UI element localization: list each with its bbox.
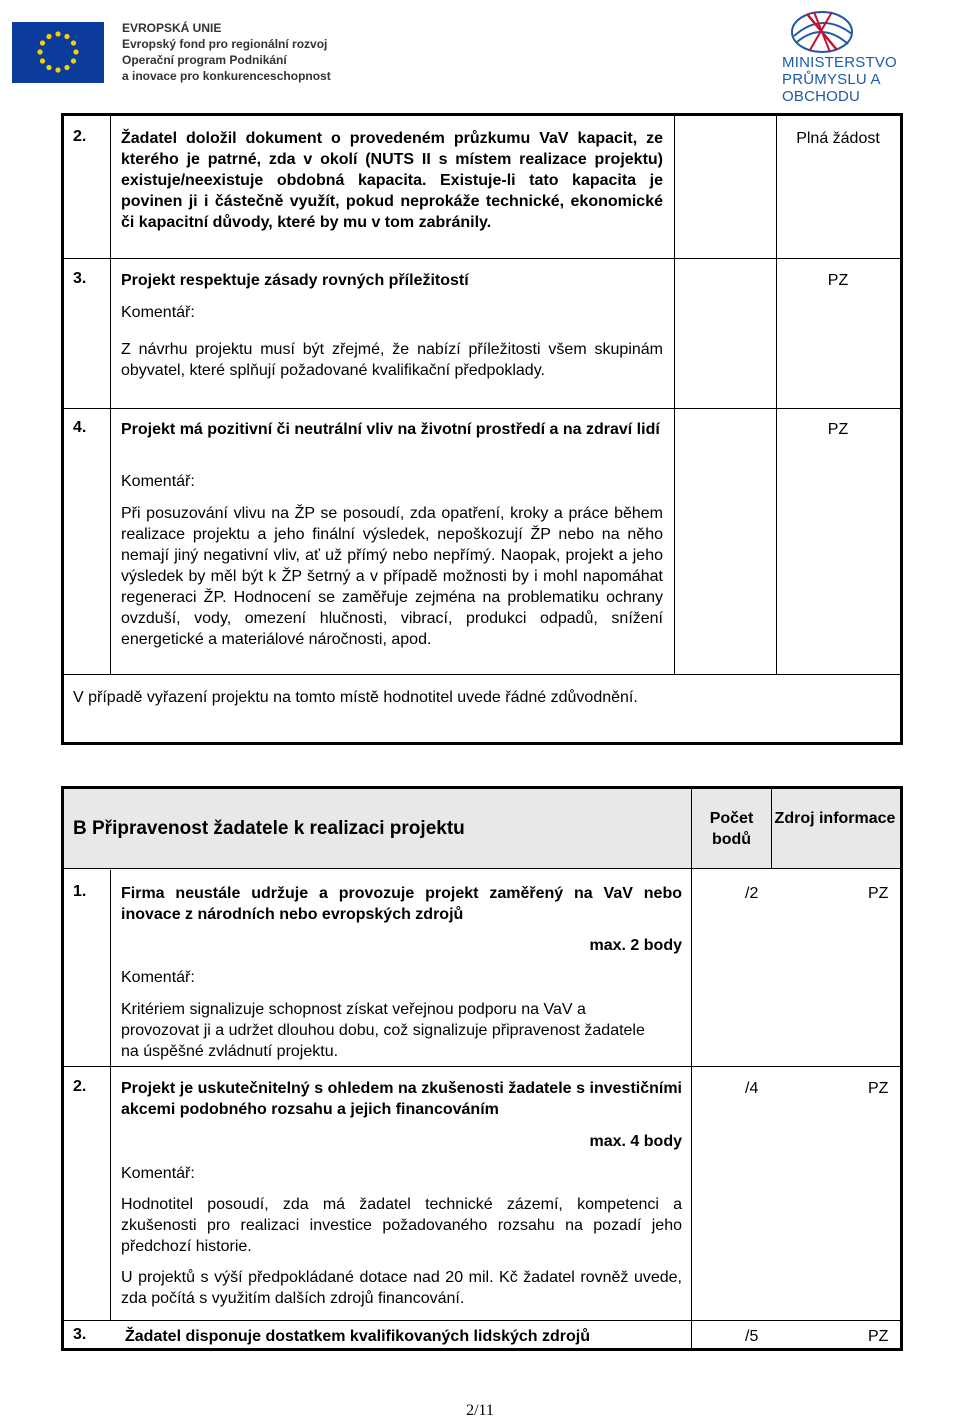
max-points: max. 2 body xyxy=(589,937,682,954)
mpo-text xyxy=(782,54,960,105)
comment-text: Kritériem signalizuje schopnost získat veřejnou podporu na VaV a provozovat ji a udržet dlouhou dobu, což signalizuje připravenost žadatele na úspěšné zvládnutí projektu. xyxy=(121,1001,645,1060)
mpo-line: MINISTERSTVO xyxy=(782,54,897,71)
criterion-title: Žadatel doložil dokument o provedeném průzkumu VaV kapacit, ze kterého je patrné, zda v okolí (NUTS II s místem realizace projektu) existuje/neexistuje obdobná kapacita. Existuje-li tato kapacita je povinen ji i částečně využít, pokud neprokáže technické, ekonomické či kapacitní důvody, které by mu v tom zabránily. xyxy=(121,130,663,231)
comment-text: Při posuzování vlivu na ŽP se posoudí, zda opatření, kroky a práce během realizace projektu a jeho finální výsledek, nepoškozují ŽP nebo na něho nemají jiný negativní vliv, ať už přímý nebo nepřímý. Naopak, projekt a jeho výsledek by měl být k ŽP šetrný a v případě možnosti by i mohl napomáhat regeneraci ŽP. Hodnocení se zaměřuje zejména na problematiku ochrany ovzduší, vody, omezení hlučnosti, vibrací, produkci odpadů, snížení energetické a materiálové náročnosti, apod. xyxy=(121,505,663,648)
source-cell: PZ xyxy=(868,1080,889,1097)
divider xyxy=(110,870,111,1320)
source-cell: PZ xyxy=(868,1328,889,1345)
source-cell: PZ xyxy=(827,272,849,289)
divider xyxy=(64,408,900,409)
criterion-title: Projekt je uskutečnitelný s ohledem na zkušenosti žadatele s investičními akcemi podobného rozsahu a jejich financováním xyxy=(121,1080,682,1118)
max-points: max. 4 body xyxy=(589,1133,682,1150)
item-number: 2. xyxy=(73,1078,87,1095)
section-b-title: B Připravenost žadatele k realizaci projektu xyxy=(73,818,465,839)
source-cell: Plná žádost xyxy=(796,130,880,147)
comment-text-2: U projektů s výší předpokládané dotace nad 20 mil. Kč žadatel rovněž uvede, zda počítá s využitím dalších zdrojů financování. xyxy=(121,1269,682,1307)
divider xyxy=(776,116,777,674)
item-number: 3. xyxy=(73,270,87,287)
eu-line: Operační program Podnikání xyxy=(122,53,287,67)
col-header-points: Počet bodů xyxy=(709,810,754,848)
divider xyxy=(64,868,900,869)
points-cell: /2 xyxy=(745,885,759,902)
item-number: 3. xyxy=(73,1326,87,1343)
comment-label: Komentář: xyxy=(121,304,195,321)
eu-line: a inovace pro konkurenceschopnost xyxy=(122,69,331,83)
footer-note: V případě vyřazení projektu na tomto místě hodnotitel uvede řádné zdůvodnění. xyxy=(73,689,638,706)
criterion-title: Projekt respektuje zásady rovných příležitostí xyxy=(121,272,469,289)
criterion-title: Projekt má pozitivní či neutrální vliv na životní prostředí a na zdraví lidí xyxy=(121,421,660,438)
divider xyxy=(64,1066,900,1067)
mpo-globe-logo xyxy=(782,6,832,54)
divider xyxy=(110,116,111,674)
criterion-title: Firma neustále udržuje a provozuje projekt zaměřený na VaV nebo inovace z národních nebo evropských zdrojů xyxy=(121,885,682,923)
divider xyxy=(64,674,900,675)
eu-program-text xyxy=(122,20,331,84)
divider xyxy=(691,789,692,1348)
item-number: 1. xyxy=(73,883,87,900)
criterion-title: Žadatel disponuje dostatkem kvalifikovaných lidských zdrojů xyxy=(125,1328,591,1345)
source-cell: PZ xyxy=(868,885,889,902)
comment-label: Komentář: xyxy=(121,1165,195,1182)
divider xyxy=(64,258,900,259)
comment-label: Komentář: xyxy=(121,473,195,490)
item-number: 4. xyxy=(73,419,87,436)
col-header-source: Zdroj informace xyxy=(774,810,896,827)
eu-flag-logo xyxy=(12,22,104,83)
mpo-line: PRŮMYSLU A OBCHODU xyxy=(782,71,880,105)
item-number: 2. xyxy=(73,128,87,145)
eu-line: Evropský fond pro regionální rozvoj xyxy=(122,37,328,51)
divider xyxy=(674,116,675,674)
divider xyxy=(64,1320,900,1321)
comment-text: Hodnotitel posoudí, zda má žadatel technické zázemí, kompetenci a zkušenosti pro realizaci investice požadovaného rozsahu na pozadí jeho předchozí historie. xyxy=(121,1196,682,1255)
comment-label: Komentář: xyxy=(121,969,195,986)
source-cell: PZ xyxy=(827,421,849,438)
eu-line: EVROPSKÁ UNIE xyxy=(122,21,222,35)
comment-text: Z návrhu projektu musí být zřejmé, že nabízí příležitosti všem skupinám obyvatel, které splňují požadované kvalifikační předpoklady. xyxy=(121,341,663,379)
points-cell: /5 xyxy=(745,1328,759,1345)
page-number: 2/11 xyxy=(466,1402,494,1419)
points-cell: /4 xyxy=(745,1080,759,1097)
